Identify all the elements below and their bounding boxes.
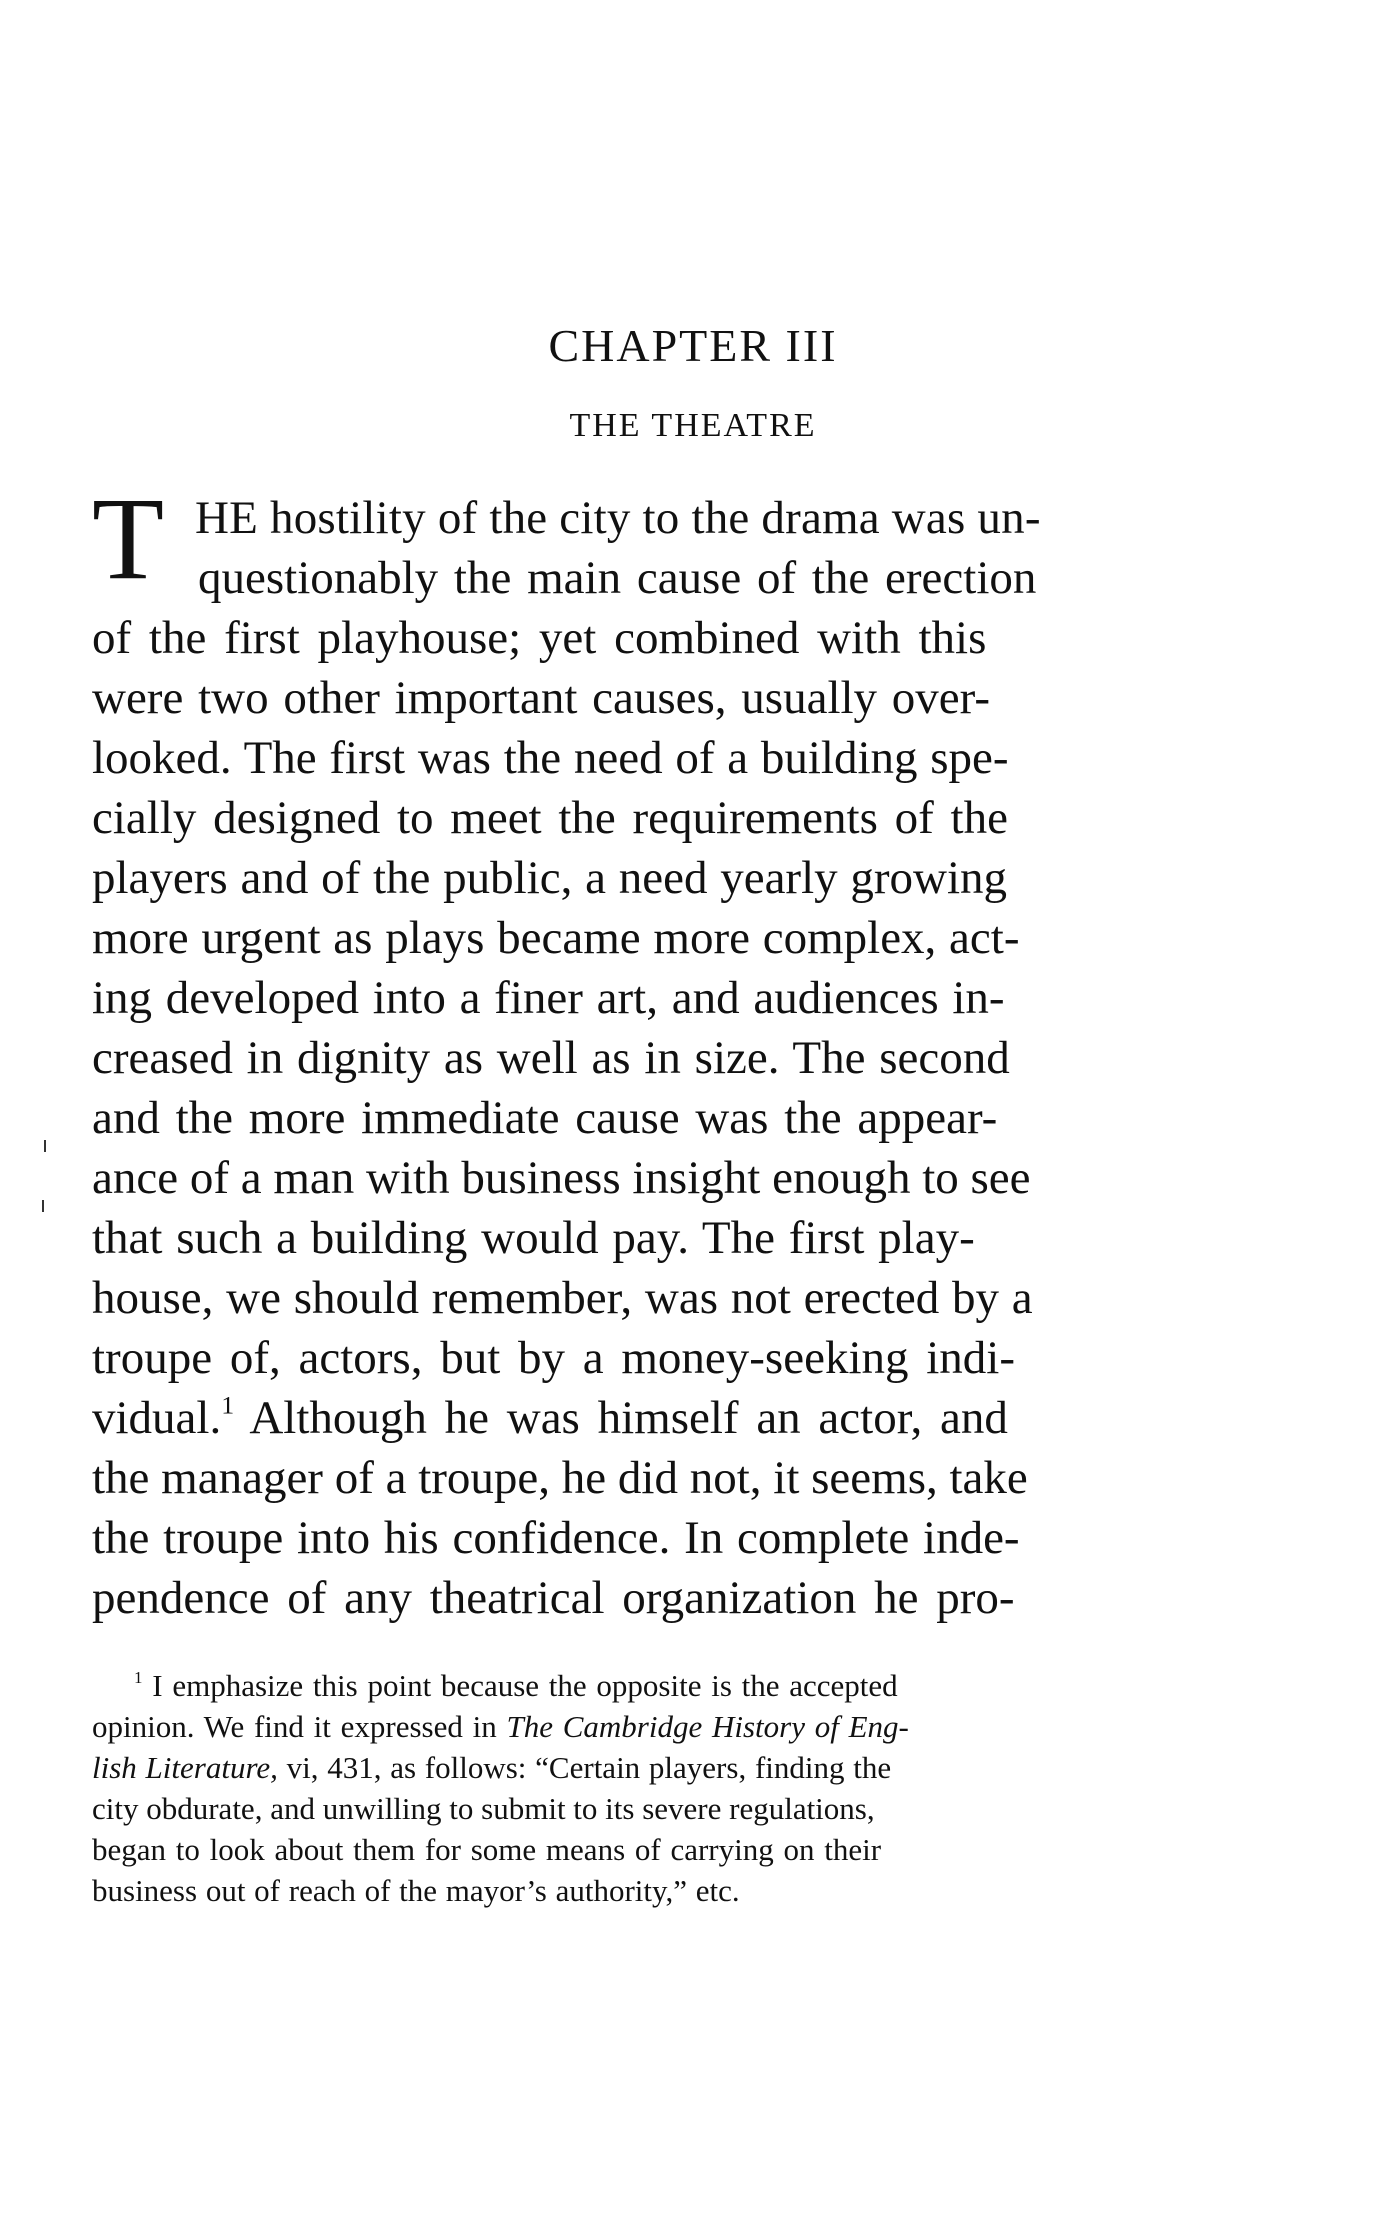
footnote-line-3 <box>92 1748 891 1788</box>
footnote-line-5: began to look about them for some means of carrying on their <box>92 1832 882 1867</box>
body-line-3: of the first playhouse; yet combined with this <box>92 612 987 664</box>
footnote-line-2 <box>92 1707 909 1747</box>
body-line-10: creased in dignity as well as in size. The second <box>92 1032 1010 1084</box>
chapter-subtitle: THE THEATRE <box>569 407 817 444</box>
body-line-2: questionably the main cause of the erection <box>198 552 1037 604</box>
body-line-8: more urgent as plays became more complex, act- <box>92 912 1020 964</box>
drop-cap: T <box>92 473 165 604</box>
body-line-1: HE hostility of the city to the drama was un- <box>195 492 1041 544</box>
footnote-text-2a: opinion. We find it expressed in <box>92 1709 507 1744</box>
line-16-start: vidual. <box>92 1392 222 1444</box>
footnote-line-1 <box>134 1666 898 1706</box>
body-line-18: the troupe into his confidence. In complete inde- <box>92 1512 1020 1564</box>
body-line-19: pendence of any theatrical organization he pro- <box>92 1572 1015 1624</box>
body-line-4: were two other important causes, usually over- <box>92 672 991 724</box>
footnote-text-1: I emphasize this point because the opposite is the accepted <box>152 1668 898 1703</box>
body-line-16 <box>92 1388 1008 1448</box>
footnote-reference[interactable]: 1 <box>221 1390 235 1420</box>
body-line-11: and the more immediate cause was the appear- <box>92 1092 998 1144</box>
footnote-marker: 1 <box>134 1668 143 1688</box>
footnote-line-6: business out of reach of the mayor’s authority,” etc. <box>92 1873 740 1908</box>
body-line-17: the manager of a troupe, he did not, it seems, take <box>92 1452 1028 1504</box>
footnote-text-3: vi, 431, as follows: “Certain players, finding the <box>277 1750 892 1785</box>
body-line-6: cially designed to meet the requirements of the <box>92 792 1008 844</box>
footnote-line-4: city obdurate, and unwilling to submit to its severe regulations, <box>92 1791 875 1826</box>
body-line-7: players and of the public, a need yearly growing <box>92 852 1008 904</box>
body-line-9: ing developed into a finer art, and audiences in- <box>92 972 1005 1024</box>
book-title-italic: The Cambridge History of Eng- <box>506 1709 909 1744</box>
body-line-14: house, we should remember, was not erected by a <box>92 1272 1033 1324</box>
book-title-italic-cont: lish Literature, <box>92 1750 278 1785</box>
body-line-12: ance of a man with business insight enough to see <box>92 1152 1031 1204</box>
body-line-13: that such a building would pay. The first play- <box>92 1212 975 1264</box>
line-16-rest: Although he was himself an actor, and <box>249 1392 1008 1444</box>
chapter-title: CHAPTER III <box>548 320 838 371</box>
scan-mark <box>44 1140 46 1152</box>
body-line-15: troupe of, actors, but by a money-seeking indi- <box>92 1332 1016 1384</box>
scan-mark <box>42 1200 44 1212</box>
body-line-5: looked. The first was the need of a building spe- <box>92 732 1009 784</box>
